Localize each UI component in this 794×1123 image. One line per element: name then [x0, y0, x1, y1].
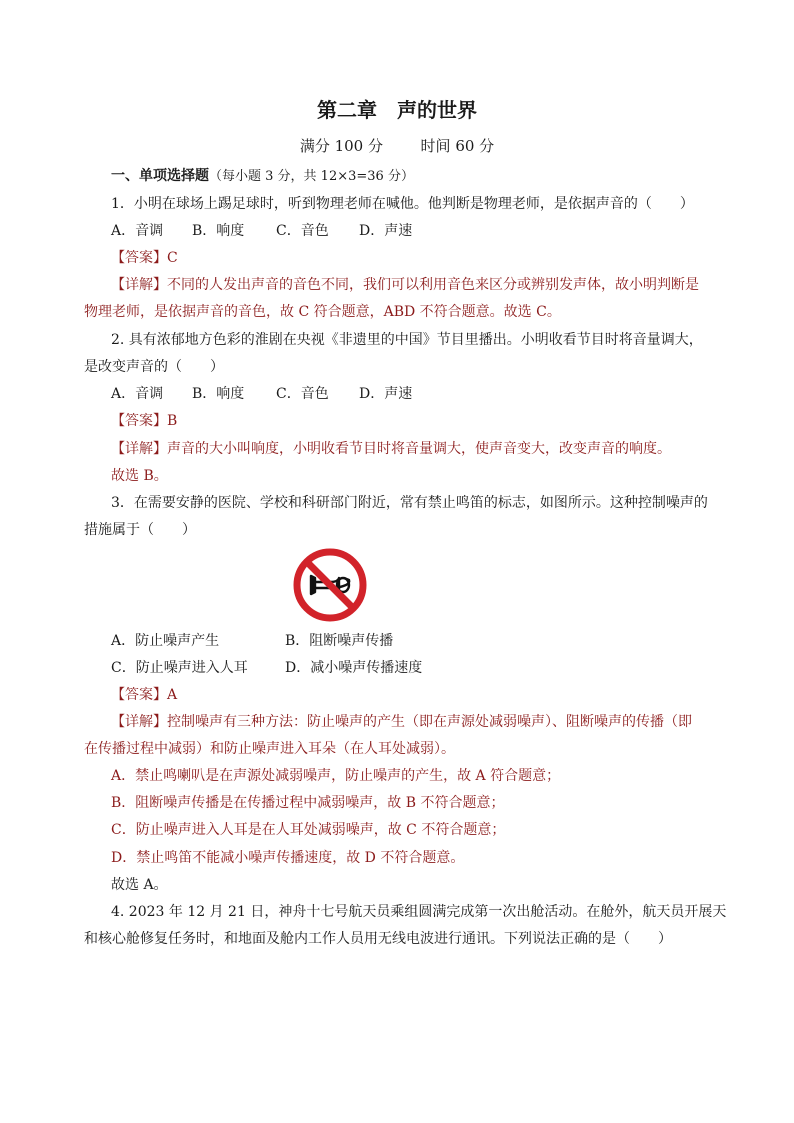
- q4-stem-line1: 4. 2023 年 12 月 21 日，神舟十七号航天员乘组圆满完成第一次出舱活动。在舱外，航天员开展天: [111, 904, 727, 920]
- q3-option-d: D．减小噪声传播速度: [285, 660, 423, 676]
- q3-option-a: A．防止噪声产生: [111, 633, 220, 649]
- q1-detail-line2: 物理老师，是依据声音的音色，故 C 符合题意，ABD 不符合题意。故选 C。: [84, 304, 561, 320]
- q1-option-d: D．声速: [359, 223, 413, 239]
- q1-option-b: B．响度: [192, 223, 245, 239]
- q3-options-row2: [111, 658, 422, 678]
- q2-option-d: D．声速: [359, 386, 413, 402]
- q3-option-c: C．防止噪声进入人耳: [111, 660, 248, 676]
- section-note: （每小题 3 分，共 12×3=36 分）: [209, 169, 414, 184]
- exam-info: [0, 136, 794, 156]
- q1-option-a: A．音调: [111, 223, 164, 239]
- q1-answer-value: C: [167, 250, 178, 266]
- q3-explain-a: A．禁止鸣喇叭是在声源处减弱噪声，防止噪声的产生，故 A 符合题意；: [111, 768, 561, 784]
- q3-answer: [111, 685, 177, 705]
- q3-detail-line1: [111, 712, 692, 732]
- section-title: 一、单项选择题: [111, 168, 209, 184]
- q3-conclusion: 故选 A。: [111, 877, 168, 893]
- q2-detail-line1: [111, 439, 671, 459]
- q2-answer-value: B: [167, 413, 178, 429]
- q3-detail-label: 【详解】: [111, 714, 167, 730]
- q3-detail-line2: 在传播过程中减弱）和防止噪声进入耳朵（在人耳处减弱）。: [84, 741, 455, 757]
- q2-option-c: C．音色: [276, 386, 329, 402]
- q2-answer: [111, 411, 177, 431]
- section-heading: [111, 166, 414, 187]
- q2-detail-label: 【详解】: [111, 441, 167, 457]
- q1-answer-label: 【答案】: [111, 250, 167, 266]
- q1-detail-label: 【详解】: [111, 277, 167, 293]
- q1-stem: 1．小明在球场上踢足球时，听到物理老师在喊他。他判断是物理老师，是依据声音的（ ）: [111, 196, 694, 212]
- full-score: 满分 100 分: [299, 137, 383, 155]
- q1-options: [111, 221, 412, 241]
- q3-explain-c: C．防止噪声进入人耳是在人耳处减弱噪声，故 C 不符合题意；: [111, 822, 506, 838]
- q2-stem-line1: 2. 具有浓郁地方色彩的淮剧在央视《非遗里的中国》节目里播出。小明收看节目时将音量调大，: [111, 332, 703, 348]
- q2-options: [111, 384, 412, 404]
- q3-stem-line1: 3．在需要安静的医院、学校和科研部门附近，常有禁止鸣笛的标志，如图所示。这种控制噪声的: [111, 495, 708, 511]
- q2-stem-line2: 是改变声音的（ ）: [84, 359, 224, 375]
- exam-time: 时间 60 分: [420, 137, 495, 155]
- q1-option-c: C．音色: [276, 223, 329, 239]
- q4-stem-line2: 和核心舱修复任务时，和地面及舱内工作人员用无线电波进行通讯。下列说法正确的是（ ）: [84, 931, 672, 947]
- q2-option-a: A．音调: [111, 386, 164, 402]
- q3-explain-b: B．阻断噪声传播是在传播过程中减弱噪声，故 B 不符合题意；: [111, 795, 505, 811]
- q3-option-b: B．阻断噪声传播: [285, 633, 394, 649]
- no-horn-sign-icon: [292, 547, 368, 623]
- q3-detail-text1: 控制噪声有三种方法：防止噪声的产生（即在声源处减弱噪声）、阻断噪声的传播（即: [167, 714, 692, 730]
- q2-answer-label: 【答案】: [111, 413, 167, 429]
- q3-answer-value: A: [167, 687, 178, 703]
- chapter-title: 第二章 声的世界: [317, 98, 477, 122]
- q2-detail-text1: 声音的大小叫响度，小明收看节目时将音量调大，使声音变大，改变声音的响度。: [167, 441, 671, 457]
- q3-options-row1: [111, 631, 393, 651]
- q1-detail-line1: [111, 275, 699, 295]
- q2-detail-line2: 故选 B。: [111, 468, 168, 484]
- q1-answer: [111, 248, 178, 268]
- q3-explain-d: D．禁止鸣笛不能减小噪声传播速度，故 D 不符合题意。: [111, 850, 465, 866]
- q3-answer-label: 【答案】: [111, 687, 167, 703]
- q3-stem-line2: 措施属于（ ）: [84, 522, 196, 538]
- q1-detail-text1: 不同的人发出声音的音色不同，我们可以利用音色来区分或辨别发声体，故小明判断是: [167, 277, 699, 293]
- q2-option-b: B．响度: [192, 386, 245, 402]
